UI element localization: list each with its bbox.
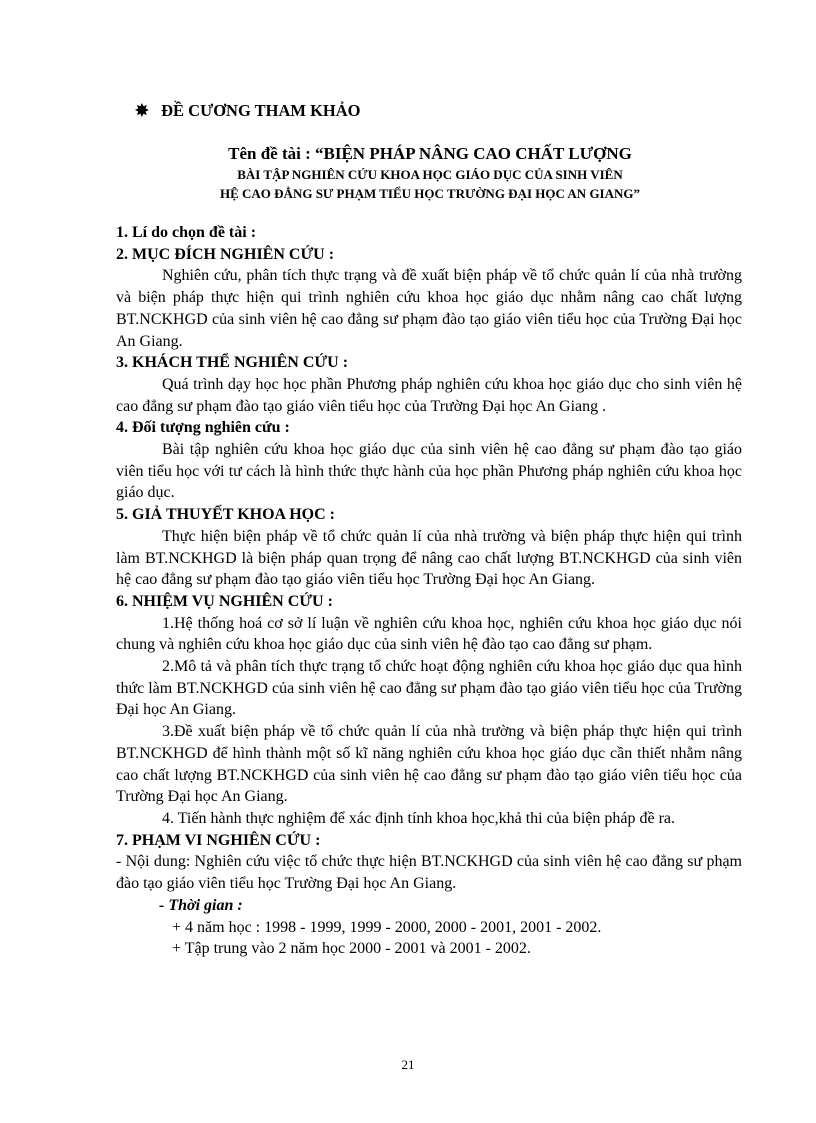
heading-hypothesis: 5. GIẢ THUYẾT KHOA HỌC : (116, 506, 335, 524)
task-item: 2.Mô tả và phân tích thực trạng tổ chức hoạt động nghiên cứu khoa học giáo dục qua hình thức làm BT.NCKHGD của sinh viên hệ cao đẳng sư phạm đào tạo giáo viên tiểu học của Trường Đại học An Giang. (116, 658, 742, 719)
section-header (135, 101, 361, 121)
task-item: 1.Hệ thống hoá cơ sở lí luận về nghiên cứu khoa học, nghiên cứu khoa học giáo dục nói chung và nghiên cứu khoa học giáo dục của sinh viên hệ đào tạo cao đẳng sư phạm. (116, 614, 742, 654)
paragraph-scope-content: - Nội dung: Nghiên cứu việc tổ chức thực hiện BT.NCKHGD của sinh viên hệ cao đẳng sư phạm đào tạo giáo viên tiểu học Trường Đại học An Giang. (116, 853, 742, 893)
paragraph-hypothesis: Thực hiện biện pháp về tổ chức quản lí của nhà trường và biện pháp thực hiện qui trình làm BT.NCKHGD là biện pháp quan trọng để nâng cao chất lượng BT.NCKHGD của sinh viên hệ cao đẳng sư phạm đào tạo giáo viên tiểu học Trường Đại học An Giang. (116, 527, 742, 589)
heading-object: 4. Đối tượng nghiên cứu : (116, 419, 290, 437)
heading-purpose: 2. MỤC ĐÍCH NGHIÊN CỨU : (116, 245, 335, 263)
star-bullet-icon: ✸ (135, 101, 149, 120)
scope-time-item: + Tập trung vào 2 năm học 2000 - 2001 và 2001 - 2002. (172, 940, 531, 958)
header-label: ĐỀ CƯƠNG THAM KHẢO (161, 101, 361, 120)
paragraph-purpose: Nghiên cứu, phân tích thực trạng và đề xuất biện pháp về tổ chức quản lí của nhà trường và biện pháp thực hiện qui trình nghiên cứu khoa học giáo dục nhằm nâng cao chất lượng BT.NCKHGD của sinh viên hệ cao đẳng sư phạm đào tạo giáo viên tiểu học của Trường Đại học An Giang. (116, 267, 742, 350)
paragraph-subject: Quá trình dạy học học phần Phương pháp nghiên cứu khoa học giáo dục cho sinh viên hệ cao đẳng sư phạm đào tạo giáo viên tiểu học của Trường Đại học An Giang . (116, 375, 742, 415)
scope-time-item: + 4 năm học : 1998 - 1999, 1999 - 2000, 2000 - 2001, 2001 - 2002. (172, 918, 602, 936)
document-body (116, 222, 742, 960)
heading-scope: 7. PHẠM VI NGHIÊN CỨU : (116, 831, 321, 849)
title-line-1: Tên đề tài : “BIỆN PHÁP NÂNG CAO CHẤT LƯỢNG (228, 144, 632, 163)
scope-time-label: - Thời gian : (159, 896, 243, 914)
task-item: 3.Đề xuất biện pháp về tổ chức quản lí của nhà trường và biện pháp thực hiện qui trình BT.NCKHGD để hình thành một số kĩ năng nghiên cứu khoa học giáo dục cần thiết nhằm nâng cao chất lượng BT.NCKHGD của sinh viên hệ cao đẳng sư phạm đào tạo giáo viên tiểu học của Trường Đại học An Giang. (116, 723, 742, 806)
title-line-2: BÀI TẬP NGHIÊN CỨU KHOA HỌC GIÁO DỤC CỦA SINH VIÊN (237, 167, 623, 182)
heading-subject: 3. KHÁCH THỂ NGHIÊN CỨU : (116, 354, 349, 372)
heading-tasks: 6. NHIỆM VỤ NGHIÊN CỨU : (116, 592, 333, 610)
task-item: 4. Tiến hành thực nghiệm để xác định tính khoa học,khả thi của biện pháp đề ra. (162, 809, 675, 827)
page-number: 21 (401, 1057, 415, 1072)
title-line-3: HỆ CAO ĐẲNG SƯ PHẠM TIỂU HỌC TRƯỜNG ĐẠI HỌC AN GIANG” (220, 186, 640, 201)
heading-reason: 1. Lí do chọn đề tài : (116, 224, 257, 241)
paragraph-object: Bài tập nghiên cứu khoa học giáo dục của sinh viên hệ cao đẳng sư phạm đào tạo giáo viên tiểu học với tư cách là hình thức thực hành của học phần Phương pháp nghiên cứu khoa học giáo dục. (116, 441, 742, 502)
